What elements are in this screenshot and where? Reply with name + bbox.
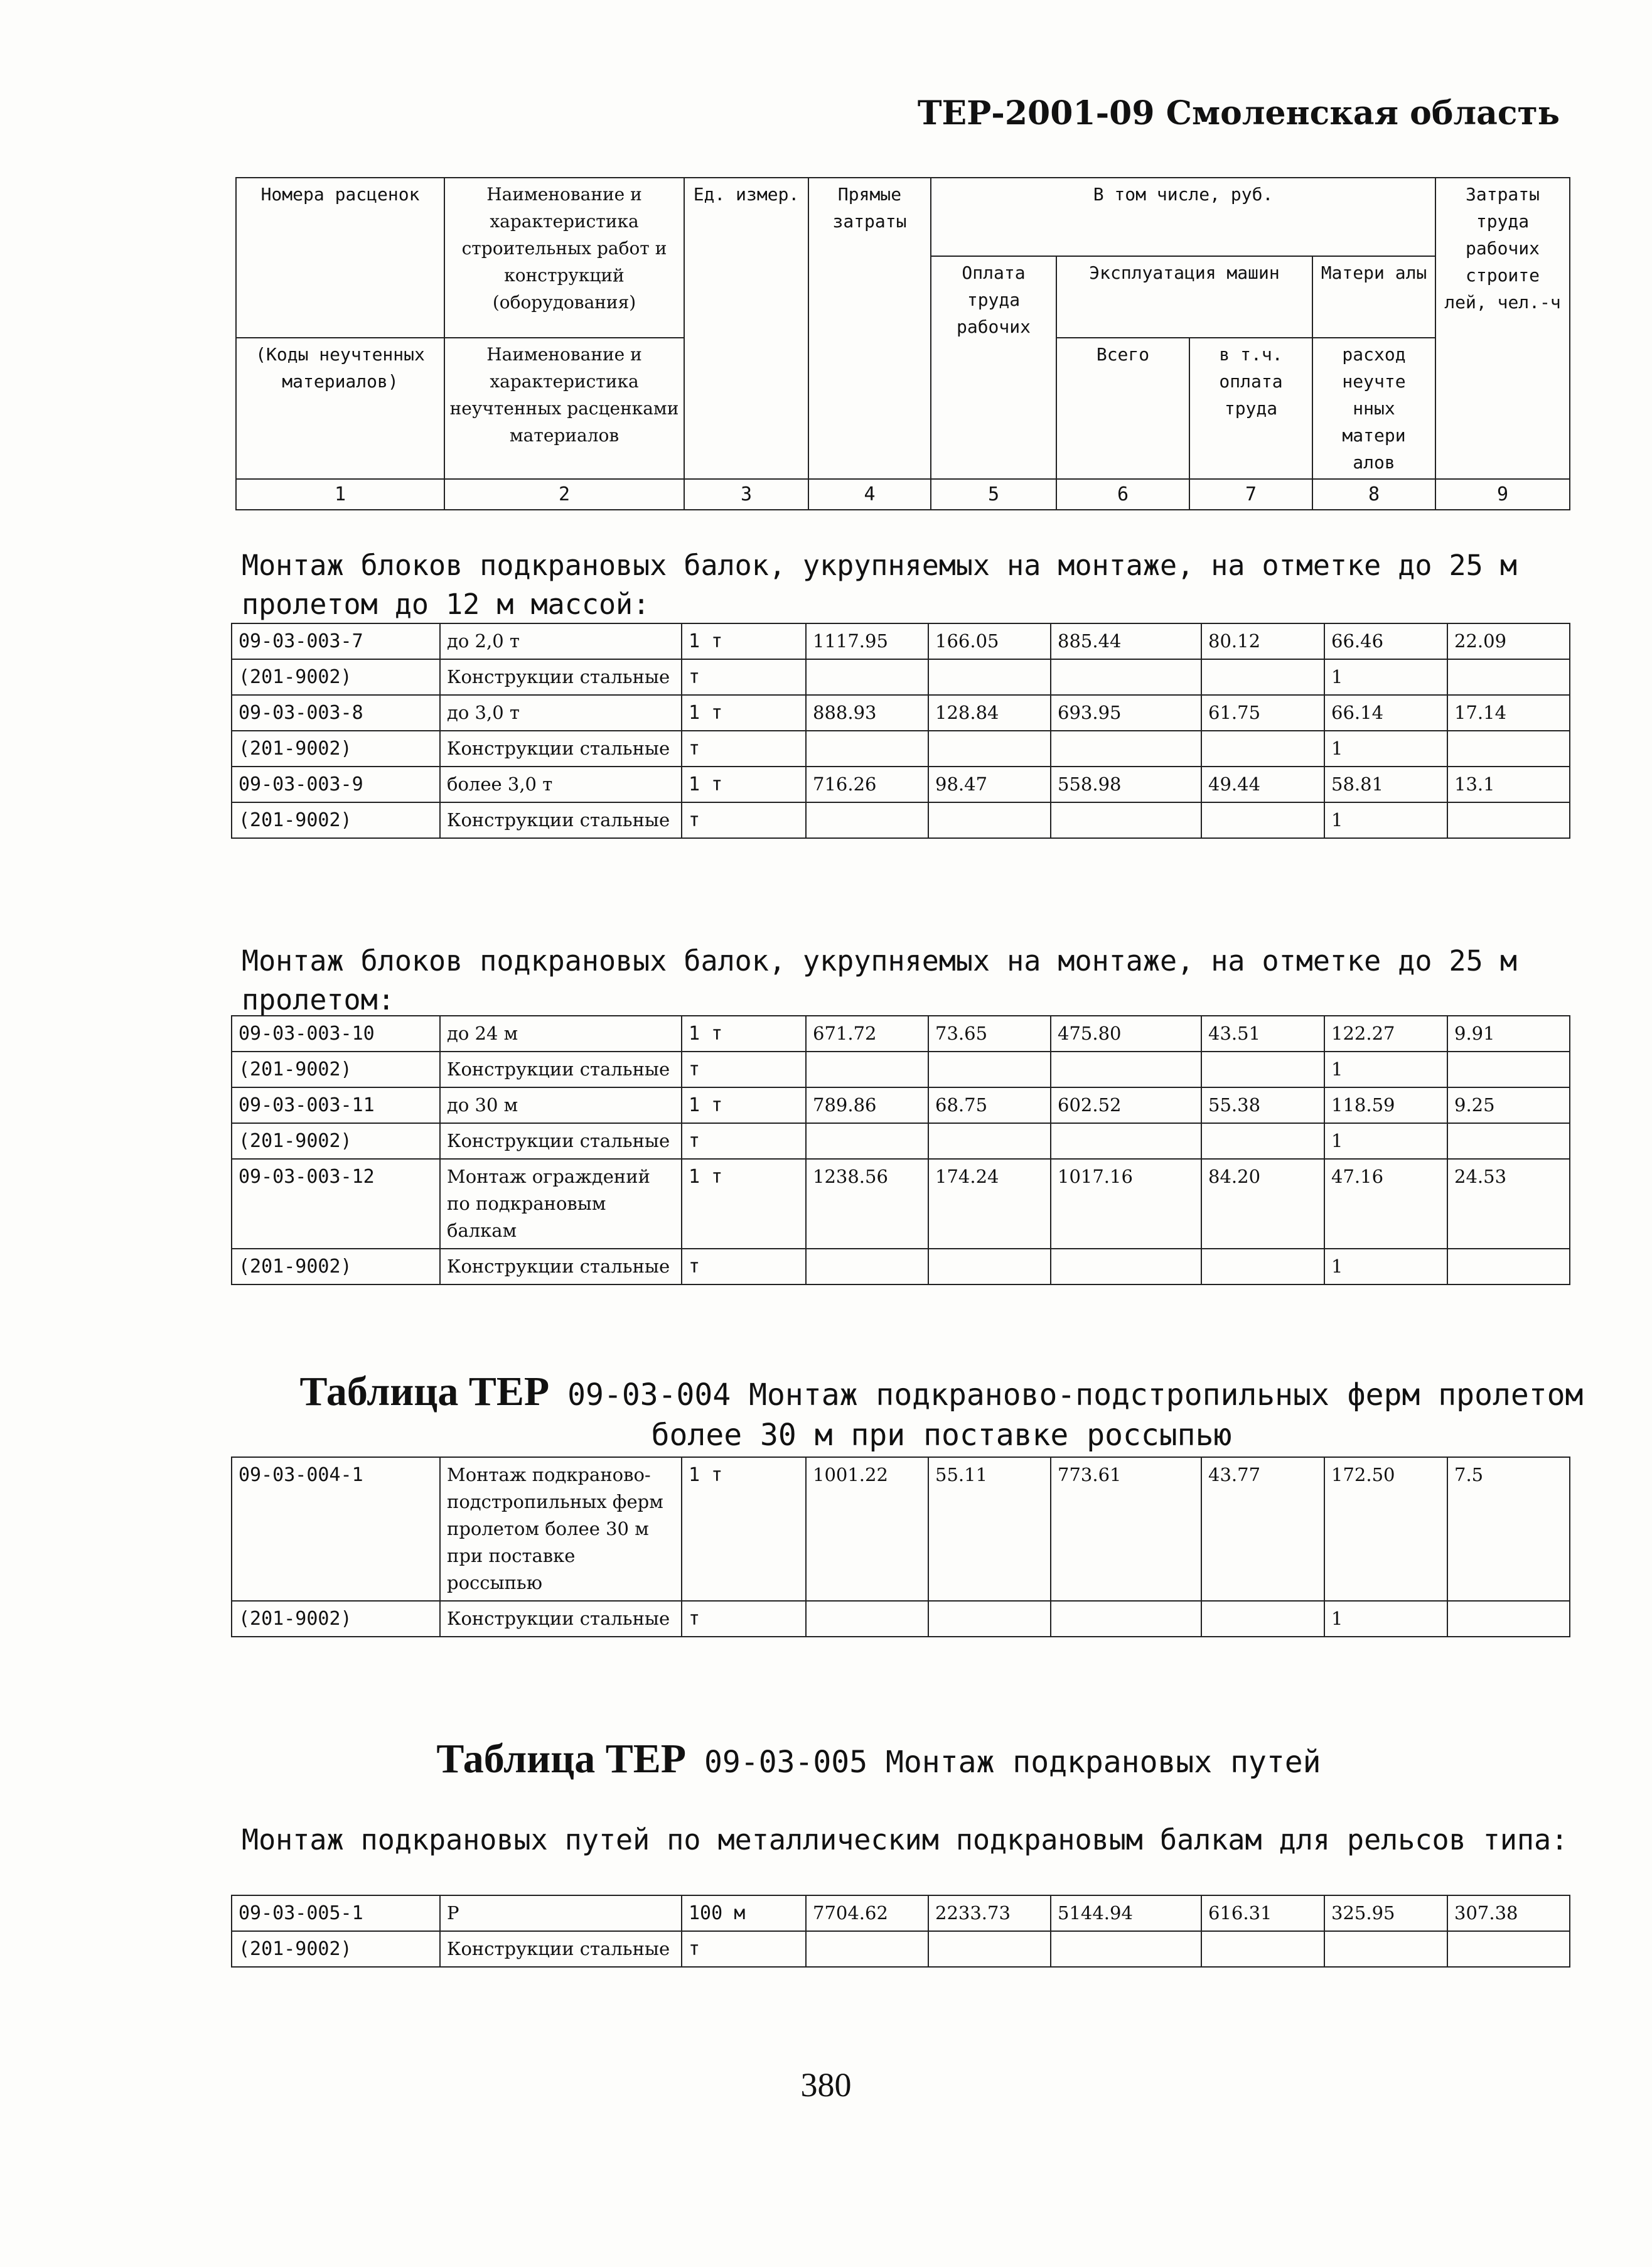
cell-machines-total (1051, 731, 1201, 767)
cell-direct-costs: 1238.56 (806, 1159, 928, 1249)
cell-direct-costs (806, 802, 928, 838)
table-row (232, 1016, 1570, 1052)
cell-direct-costs: 789.86 (806, 1087, 928, 1123)
cell-materials: 1 (1324, 1123, 1447, 1159)
cell-materials: 58.81 (1324, 767, 1447, 802)
cell-materials: 1 (1324, 1601, 1447, 1637)
cell-work-name: Конструкции стальные (440, 1249, 682, 1284)
cell-labor-costs (1447, 1249, 1570, 1284)
table-title (276, 1369, 1607, 1455)
cell-unit: т (682, 731, 806, 767)
rates-table (231, 1895, 1570, 1968)
cell-labor-costs: 17.14 (1447, 695, 1570, 731)
rates-table (231, 1015, 1570, 1285)
cell-labor-costs: 307.38 (1447, 1895, 1570, 1931)
table-row (232, 659, 1570, 695)
cell-rate-code: (201-9002) (232, 731, 440, 767)
cell-rate-code: (201-9002) (232, 1123, 440, 1159)
cell-unit: т (682, 1601, 806, 1637)
cell-wages (928, 1052, 1051, 1087)
cell-machines-total (1051, 1052, 1201, 1087)
cell-wages (928, 731, 1051, 767)
cell-labor-costs (1447, 1931, 1570, 1967)
cell-direct-costs: 671.72 (806, 1016, 928, 1052)
table-title-text: 09-03-005 Монтаж подкрановых путей (704, 1745, 1321, 1780)
cell-rate-code: 09-03-003-10 (232, 1016, 440, 1052)
cell-work-name: Монтаж ограждений по подкрановым балкам (440, 1159, 682, 1249)
col-header-group: В том числе, руб. (931, 178, 1435, 256)
cell-unit: 1 т (682, 1016, 806, 1052)
cell-machines-total (1051, 802, 1201, 838)
cell-materials: 47.16 (1324, 1159, 1447, 1249)
cell-wages: 174.24 (928, 1159, 1051, 1249)
cell-machines-wages: 80.12 (1201, 623, 1324, 659)
col-header-direct-costs: Прямые затраты (808, 178, 931, 479)
cell-rate-code: (201-9002) (232, 1931, 440, 1967)
cell-machines-wages (1201, 1249, 1324, 1284)
cell-work-name: до 30 м (440, 1087, 682, 1123)
cell-machines-total: 885.44 (1051, 623, 1201, 659)
cell-machines-total: 773.61 (1051, 1457, 1201, 1601)
cell-machines-wages: 61.75 (1201, 695, 1324, 731)
cell-direct-costs: 888.93 (806, 695, 928, 731)
cell-direct-costs (806, 1601, 928, 1637)
cell-direct-costs (806, 1249, 928, 1284)
cell-machines-wages: 43.51 (1201, 1016, 1324, 1052)
section-subtitle: Монтаж подкрановых путей по металлическим подкрановым балкам для рельсов типа: (242, 1823, 1569, 1856)
cell-work-name: Конструкции стальные (440, 802, 682, 838)
cell-machines-total (1051, 1249, 1201, 1284)
table-row (232, 695, 1570, 731)
table-row (232, 1159, 1570, 1249)
section-title: Монтаж блоков подкрановых балок, укрупняемых на монтаже, на отметке до 25 м пролетом до 12 м массой: (242, 549, 1517, 621)
cell-wages (928, 1931, 1051, 1967)
cell-direct-costs (806, 1931, 928, 1967)
cell-machines-total: 5144.94 (1051, 1895, 1201, 1931)
table-row (232, 623, 1570, 659)
cell-unit: т (682, 659, 806, 695)
table-row (232, 1123, 1570, 1159)
cell-rate-code: 09-03-003-9 (232, 767, 440, 802)
col-header-materials-consumption: расход неучте нных матери алов (1312, 338, 1435, 479)
cell-machines-total: 475.80 (1051, 1016, 1201, 1052)
cell-materials: 1 (1324, 802, 1447, 838)
cell-rate-code: (201-9002) (232, 802, 440, 838)
col-number: 9 (1435, 479, 1570, 510)
cell-direct-costs (806, 659, 928, 695)
cell-machines-wages (1201, 802, 1324, 838)
cell-direct-costs (806, 1123, 928, 1159)
cell-rate-code: (201-9002) (232, 659, 440, 695)
cell-rate-code: 09-03-004-1 (232, 1457, 440, 1601)
cell-work-name: Конструкции стальные (440, 1052, 682, 1087)
table-row (232, 1457, 1570, 1601)
col-number: 3 (684, 479, 808, 510)
cell-work-name: до 3,0 т (440, 695, 682, 731)
cell-rate-code: (201-9002) (232, 1249, 440, 1284)
table-row (232, 1087, 1570, 1123)
cell-rate-code: 09-03-005-1 (232, 1895, 440, 1931)
cell-labor-costs (1447, 1123, 1570, 1159)
cell-wages (928, 802, 1051, 838)
cell-materials: 172.50 (1324, 1457, 1447, 1601)
cell-wages (928, 1601, 1051, 1637)
cell-labor-costs (1447, 802, 1570, 838)
cell-machines-total (1051, 1123, 1201, 1159)
cell-machines-total: 693.95 (1051, 695, 1201, 731)
col-header-unit: Ед. измер. (684, 178, 808, 479)
cell-labor-costs (1447, 1601, 1570, 1637)
cell-unit: 1 т (682, 1159, 806, 1249)
cell-materials: 66.14 (1324, 695, 1447, 731)
col-number: 5 (931, 479, 1056, 510)
cell-work-name: Конструкции стальные (440, 1931, 682, 1967)
cell-machines-wages (1201, 1052, 1324, 1087)
cell-direct-costs: 1001.22 (806, 1457, 928, 1601)
cell-labor-costs (1447, 731, 1570, 767)
cell-wages (928, 1249, 1051, 1284)
cell-materials: 1 (1324, 731, 1447, 767)
cell-machines-wages (1201, 1931, 1324, 1967)
table-word: Таблица ТЕР (299, 1369, 550, 1414)
column-header-table (235, 177, 1570, 510)
table-row (232, 1601, 1570, 1637)
cell-direct-costs (806, 1052, 928, 1087)
cell-direct-costs: 7704.62 (806, 1895, 928, 1931)
col-number: 4 (808, 479, 931, 510)
cell-machines-wages (1201, 1601, 1324, 1637)
cell-machines-wages: 49.44 (1201, 767, 1324, 802)
cell-materials: 66.46 (1324, 623, 1447, 659)
cell-rate-code: 09-03-003-12 (232, 1159, 440, 1249)
cell-machines-total (1051, 1601, 1201, 1637)
cell-work-name: Конструкции стальные (440, 731, 682, 767)
cell-rate-code: 09-03-003-8 (232, 695, 440, 731)
rates-table (231, 623, 1570, 839)
table-row (232, 802, 1570, 838)
table-row (232, 1052, 1570, 1087)
cell-wages (928, 1123, 1051, 1159)
cell-work-name: Конструкции стальные (440, 1601, 682, 1637)
section-title: Монтаж блоков подкрановых балок, укрупняемых на монтаже, на отметке до 25 м пролетом: (242, 944, 1517, 1016)
page-header-title: ТЕР-2001-09 Смоленская область (917, 94, 1560, 132)
cell-wages: 55.11 (928, 1457, 1051, 1601)
col-number: 8 (1312, 479, 1435, 510)
col-header-code-materials: (Коды неучтенных материалов) (236, 338, 444, 479)
table-row (232, 1895, 1570, 1931)
col-header-machines-group: Эксплуатация машин (1056, 256, 1312, 338)
col-header-code: Номера расценок (236, 178, 444, 338)
cell-unit: 100 м (682, 1895, 806, 1931)
cell-materials: 1 (1324, 1249, 1447, 1284)
cell-wages: 68.75 (928, 1087, 1051, 1123)
col-header-machines-wages: в т.ч. оплата труда (1189, 338, 1312, 479)
col-header-labor: Затраты труда рабочих строите лей, чел.-ч (1435, 178, 1570, 479)
cell-labor-costs: 9.25 (1447, 1087, 1570, 1123)
cell-direct-costs (806, 731, 928, 767)
col-header-machines-total: Всего (1056, 338, 1189, 479)
cell-materials: 122.27 (1324, 1016, 1447, 1052)
page-number: 380 (800, 2066, 852, 2104)
cell-machines-total: 602.52 (1051, 1087, 1201, 1123)
cell-work-name: Конструкции стальные (440, 1123, 682, 1159)
cell-wages (928, 659, 1051, 695)
col-header-materials: Матери алы (1312, 256, 1435, 338)
cell-labor-costs: 13.1 (1447, 767, 1570, 802)
cell-machines-total: 558.98 (1051, 767, 1201, 802)
cell-materials: 1 (1324, 659, 1447, 695)
rates-table (231, 1457, 1570, 1637)
table-title (251, 1736, 1506, 1782)
col-header-wages: Оплата труда рабочих (931, 256, 1056, 479)
table-row (232, 731, 1570, 767)
cell-materials: 1 (1324, 1052, 1447, 1087)
cell-work-name: до 24 м (440, 1016, 682, 1052)
table-row (232, 767, 1570, 802)
cell-wages: 166.05 (928, 623, 1051, 659)
cell-unit: т (682, 1123, 806, 1159)
table-title-text: 09-03-004 Монтаж подкраново-подстропильных ферм пролетом более 30 м при поставке россыпью (567, 1377, 1584, 1453)
cell-work-name: Монтаж подкраново-подстропильных ферм пролетом более 30 м при поставке россыпью (440, 1457, 682, 1601)
cell-machines-total (1051, 1931, 1201, 1967)
cell-labor-costs: 24.53 (1447, 1159, 1570, 1249)
cell-wages: 2233.73 (928, 1895, 1051, 1931)
cell-machines-wages: 43.77 (1201, 1457, 1324, 1601)
cell-labor-costs (1447, 1052, 1570, 1087)
table-row (232, 1249, 1570, 1284)
cell-unit: 1 т (682, 695, 806, 731)
cell-unit: 1 т (682, 767, 806, 802)
cell-unit: т (682, 802, 806, 838)
col-number: 2 (444, 479, 684, 510)
cell-work-name: Р (440, 1895, 682, 1931)
cell-rate-code: (201-9002) (232, 1601, 440, 1637)
col-header-name-materials: Наименование и характеристика неучтенных расценками материалов (444, 338, 684, 479)
col-number: 1 (236, 479, 444, 510)
cell-machines-wages (1201, 659, 1324, 695)
cell-machines-wages (1201, 731, 1324, 767)
cell-machines-total (1051, 659, 1201, 695)
col-header-name: Наименование и характеристика строительных работ и конструкций (оборудования) (444, 178, 684, 338)
cell-machines-total: 1017.16 (1051, 1159, 1201, 1249)
cell-work-name: более 3,0 т (440, 767, 682, 802)
cell-rate-code: (201-9002) (232, 1052, 440, 1087)
cell-machines-wages: 84.20 (1201, 1159, 1324, 1249)
cell-direct-costs: 1117.95 (806, 623, 928, 659)
cell-unit: 1 т (682, 623, 806, 659)
cell-work-name: до 2,0 т (440, 623, 682, 659)
col-number: 6 (1056, 479, 1189, 510)
cell-labor-costs: 22.09 (1447, 623, 1570, 659)
cell-materials: 118.59 (1324, 1087, 1447, 1123)
cell-unit: т (682, 1249, 806, 1284)
cell-wages: 73.65 (928, 1016, 1051, 1052)
cell-machines-wages (1201, 1123, 1324, 1159)
cell-labor-costs: 7.5 (1447, 1457, 1570, 1601)
cell-unit: 1 т (682, 1457, 806, 1601)
cell-work-name: Конструкции стальные (440, 659, 682, 695)
cell-labor-costs: 9.91 (1447, 1016, 1570, 1052)
table-word: Таблица ТЕР (436, 1736, 687, 1782)
cell-rate-code: 09-03-003-7 (232, 623, 440, 659)
cell-labor-costs (1447, 659, 1570, 695)
cell-materials (1324, 1931, 1447, 1967)
cell-wages: 128.84 (928, 695, 1051, 731)
cell-machines-wages: 616.31 (1201, 1895, 1324, 1931)
cell-wages: 98.47 (928, 767, 1051, 802)
cell-unit: 1 т (682, 1087, 806, 1123)
table-row (232, 1931, 1570, 1967)
cell-unit: т (682, 1931, 806, 1967)
cell-materials: 325.95 (1324, 1895, 1447, 1931)
cell-rate-code: 09-03-003-11 (232, 1087, 440, 1123)
cell-machines-wages: 55.38 (1201, 1087, 1324, 1123)
cell-unit: т (682, 1052, 806, 1087)
col-number: 7 (1189, 479, 1312, 510)
cell-direct-costs: 716.26 (806, 767, 928, 802)
